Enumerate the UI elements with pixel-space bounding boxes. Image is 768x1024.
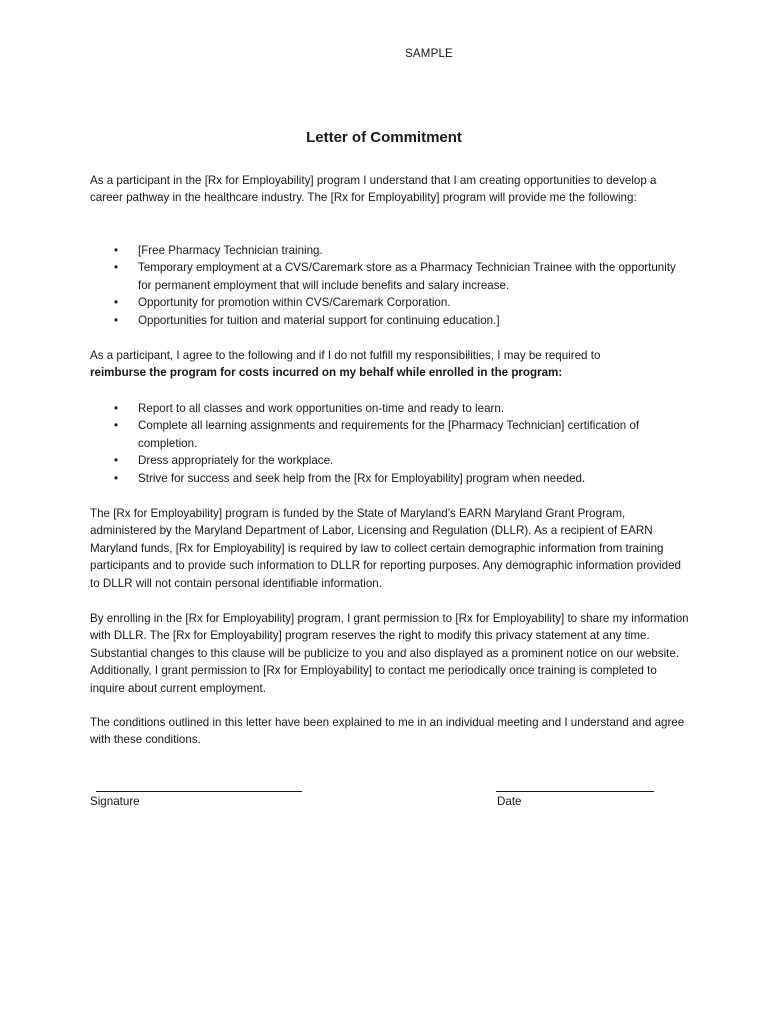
intro-paragraph: As a participant in the [Rx for Employability] program I understand that I am creating opportunities to develop a career pathway in the healthcare industry. The [Rx for Employability] program will provide me the following: xyxy=(90,174,657,205)
list-item-text: Strive for success and seek help from the [Rx for Employability] program when needed. xyxy=(138,471,586,485)
list-item xyxy=(114,470,690,487)
agreement-line-2: reimburse the program for costs incurred on my behalf while enrolled in the program: xyxy=(90,366,563,380)
bullet-icon: • xyxy=(114,471,119,485)
bullet-icon: • xyxy=(114,244,119,257)
bullet-icon: • xyxy=(114,313,119,327)
bullet-icon: • xyxy=(114,261,119,275)
bullet-icon: • xyxy=(114,402,119,415)
list-item-text: Complete all learning assignments and requirements for the [Pharmacy Technician] certification of completion. xyxy=(138,419,640,450)
signature-line xyxy=(96,781,302,792)
agreement-paragraph xyxy=(90,347,690,382)
list-item xyxy=(114,259,690,294)
date-label: Date xyxy=(497,795,522,808)
list-item-text: Opportunity for promotion within CVS/Caremark Corporation. xyxy=(138,296,451,310)
benefits-list xyxy=(114,242,690,329)
page-title: Letter of Commitment xyxy=(306,129,462,146)
signature-label: Signature xyxy=(90,795,140,808)
list-item-text: Opportunities for tuition and material support for continuing education.] xyxy=(138,313,500,327)
list-item-text: Temporary employment at a CVS/Caremark store as a Pharmacy Technician Trainee with the opportunity for permanent employment that will include benefits and salary increase. xyxy=(138,261,676,292)
list-item xyxy=(114,294,690,311)
date-line xyxy=(496,781,654,792)
list-item xyxy=(114,242,690,259)
bullet-icon: • xyxy=(114,454,119,468)
responsibilities-list xyxy=(114,400,690,487)
bullet-icon: • xyxy=(114,296,119,310)
list-item-text: [Free Pharmacy Technician training. xyxy=(138,244,323,257)
list-item-text: Dress appropriately for the workplace. xyxy=(138,454,334,468)
list-item xyxy=(114,417,690,452)
list-item xyxy=(114,400,690,417)
bullet-icon: • xyxy=(114,419,119,433)
agreement-line-1: As a participant, I agree to the following and if I do not fulfill my responsibilities, I may be required to xyxy=(90,349,601,362)
list-item xyxy=(114,452,690,469)
list-item xyxy=(114,312,690,329)
sample-label: SAMPLE xyxy=(405,48,453,60)
conditions-paragraph: The conditions outlined in this letter have been explained to me in an individual meeting and I understand and agree with these conditions. xyxy=(90,716,685,747)
funding-paragraph: The [Rx for Employability] program is funded by the State of Maryland’s EARN Maryland Grant Program, administered by the Maryland Department of Labor, Licensing and Regulation (DLLR). As a recipient of EARN Maryland funds, [Rx for Employability] is required by law to collect certain demographic information from training participants and to provide such information to DLLR for reporting purposes. Any demographic information provided to DLLR will not contain personal identifiable information. xyxy=(90,507,681,590)
permission-paragraph: By enrolling in the [Rx for Employability] program, I grant permission to [Rx for Employability] to share my information with DLLR. The [Rx for Employability] program reserves the right to modify this privacy statement at any time. Substantial changes to this clause will be publicize to you and also displayed as a prominent notice on our website. Additionally, I grant permission to [Rx for Employability] to contact me periodically once training is completed to inquire about current employment. xyxy=(90,612,689,695)
list-item-text: Report to all classes and work opportunities on-time and ready to learn. xyxy=(138,402,505,415)
